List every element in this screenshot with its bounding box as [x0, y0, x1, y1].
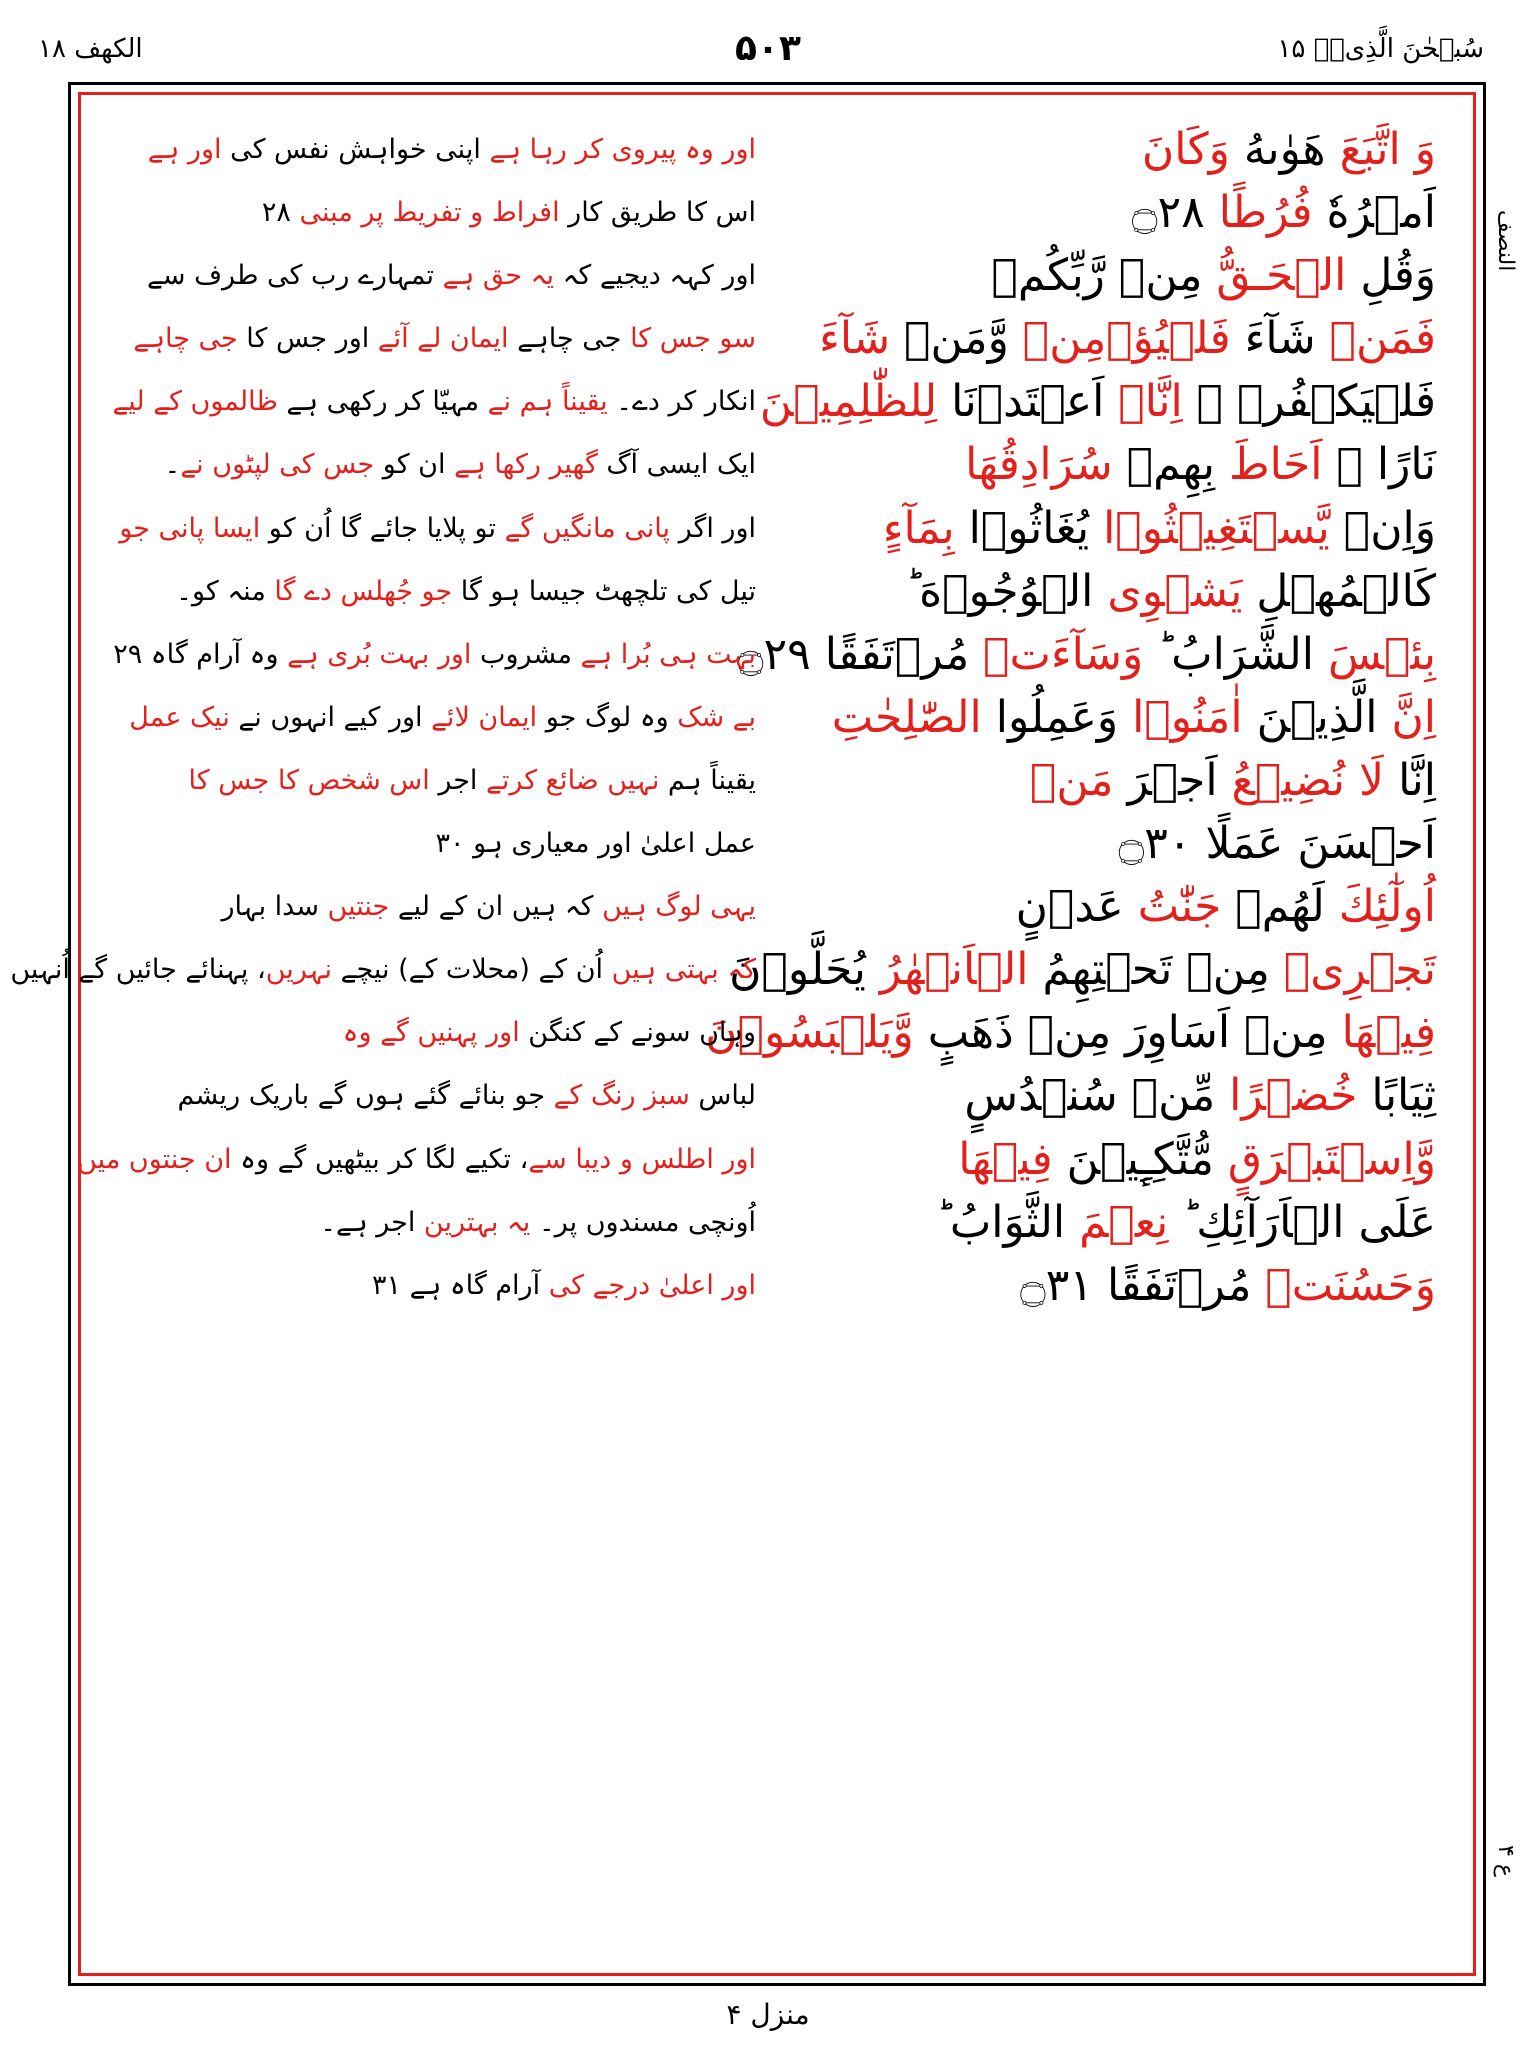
arabic-verse-line — [836, 499, 1436, 559]
urdu-translation-line — [77, 1130, 756, 1190]
arabic-verse-line — [836, 183, 1436, 243]
highlighted-phrase: اور بہت بُری ہے — [287, 638, 472, 670]
urdu-translation-line — [86, 751, 756, 811]
arabic-verse-line — [836, 814, 1436, 874]
highlighted-phrase: ایسا پانی جو — [119, 512, 261, 544]
highlighted-phrase: لِلظّٰلِمِيۡنَ — [759, 376, 938, 428]
urdu-translation-line — [86, 499, 756, 559]
text-phrase: اور اگر — [670, 512, 756, 544]
highlighted-phrase: فَمَنۡ — [1329, 313, 1436, 365]
highlighted-phrase: فُرُطًا — [1218, 187, 1313, 239]
text-phrase: مُّتَّكِـِٕيۡنَ — [1052, 1133, 1228, 1185]
text-phrase: اِنَّا — [1384, 754, 1436, 806]
margin-note-top: النصف — [1493, 210, 1518, 272]
highlighted-phrase: اِنَّ — [1391, 691, 1436, 743]
text-phrase: ۔ — [164, 449, 181, 481]
text-phrase: مِنۡ اَسَاوِرَ مِنۡ ذَهَبٍ — [913, 1007, 1342, 1059]
highlighted-phrase: یہ بہترین — [423, 1206, 531, 1238]
text-phrase: الَّذِيۡنَ — [1242, 691, 1392, 743]
text-phrase: منہ کو۔ — [176, 575, 275, 607]
highlighted-phrase: بے شک — [677, 701, 756, 733]
text-phrase: مہیّا کر رکھی ہے — [277, 386, 488, 418]
text-phrase: شَآءَ — [1230, 313, 1330, 365]
urdu-translation-line — [86, 562, 756, 622]
text-phrase: مُرۡتَفَقًا ۝۳۱ — [1019, 1259, 1266, 1311]
text-phrase: ایک ایسی آگ — [597, 449, 756, 481]
text-phrase: یقیناً ہم — [659, 764, 756, 796]
highlighted-phrase: اور ہے — [147, 134, 222, 165]
text-phrase: فَلۡيَكۡفُرۡ ۚ — [1182, 376, 1436, 428]
text-phrase: اجر ہے۔ — [320, 1206, 424, 1238]
highlighted-phrase: وَّيَلۡبَسُوۡنَ — [705, 1007, 914, 1059]
text-phrase: وَّمَنۡ — [890, 313, 1023, 365]
highlighted-phrase: لَا نُضِيۡعُ — [1231, 754, 1385, 806]
highlighted-phrase: سو جس کا — [630, 323, 756, 355]
highlighted-phrase: ان جنتوں میں — [77, 1143, 232, 1175]
highlighted-phrase: وَحَسُنَتۡ — [1265, 1259, 1436, 1311]
text-phrase: ، تکیے لگا کر بیٹھیں گے وہ — [231, 1143, 529, 1175]
text-phrase: ان کو — [374, 449, 455, 481]
surah-header-right: سُبۡحٰنَ الَّذِیۡۤ ۱۵ — [1277, 34, 1484, 64]
highlighted-phrase: نہیں ضائع کرتے — [486, 764, 660, 796]
text-phrase: عمل اعلیٰ اور معیاری ہو ۳۰ — [435, 828, 756, 860]
highlighted-phrase: اور اعلیٰ درجے کی — [548, 1269, 756, 1301]
text-phrase: يُحَلَّوۡنَ — [729, 944, 880, 996]
arabic-verse-line — [831, 688, 1436, 748]
highlighted-phrase: نیک عمل — [129, 701, 230, 733]
urdu-translation-line — [86, 120, 756, 180]
highlighted-phrase: اٰمَنُوۡا — [1132, 691, 1243, 743]
highlighted-phrase: يَّسۡتَغِيۡثُوۡا — [1103, 502, 1330, 554]
urdu-translation-line — [86, 1193, 756, 1253]
highlighted-phrase: وَّاِسۡتَبۡرَقٍ — [1227, 1133, 1436, 1185]
highlighted-phrase: خُضۡرًا — [1229, 1070, 1358, 1122]
urdu-translation-line — [86, 814, 756, 874]
highlighted-phrase: بہت ہی بُرا ہے — [580, 638, 756, 670]
highlighted-phrase: وَسَآءَتۡ — [983, 628, 1144, 680]
text-phrase: جی چاہے — [508, 323, 631, 355]
highlighted-phrase: کہ بہتی ہیں — [611, 954, 756, 986]
arabic-verse-line — [836, 246, 1436, 306]
highlighted-phrase: فَلۡيُؤۡمِنۡ — [1022, 313, 1231, 365]
highlighted-phrase: فِيۡهَا — [1341, 1007, 1436, 1059]
text-phrase: انکار کر دے۔ — [607, 386, 756, 418]
arabic-verse-line — [729, 940, 1436, 1000]
arabic-verse-line — [705, 1003, 1436, 1063]
highlighted-phrase: اس شخص کا جس کا — [188, 764, 430, 796]
urdu-translation-line — [86, 246, 756, 306]
highlighted-phrase: نِعۡمَ — [1079, 1196, 1169, 1248]
text-phrase: تیل کی تلچھٹ جیسا ہو گا — [452, 575, 756, 607]
arabic-verse-line — [836, 1130, 1436, 1190]
text-phrase: کہ ہیں ان کے لیے — [389, 891, 603, 923]
surah-header-left: الکھف ۱۸ — [38, 34, 143, 64]
text-phrase: عَلَى الۡاَرَآئِكِ ؕ — [1168, 1196, 1436, 1248]
arabic-verse-line — [836, 877, 1436, 937]
text-phrase: لباس — [689, 1080, 756, 1112]
text-phrase: مِنۡ رَّبِّكُمۡ — [991, 250, 1217, 302]
urdu-translation-line — [86, 183, 756, 243]
text-phrase: كَالۡمُهۡلِ — [1242, 565, 1436, 617]
text-phrase: عَدۡنٍ — [1015, 881, 1138, 933]
text-phrase: آرام گاہ ہے ۳۱ — [372, 1269, 549, 1301]
highlighted-phrase: تَجۡرِىۡ — [1283, 944, 1436, 996]
text-phrase: مُرۡتَفَقًا ۝۲۹ — [737, 628, 984, 680]
highlighted-phrase: ظالموں کے لیے — [112, 386, 278, 418]
highlighted-phrase: بِمَآءٍ — [882, 502, 955, 554]
text-phrase: وہاں سونے کے کنگن — [519, 1017, 756, 1049]
urdu-translation-line — [86, 309, 756, 369]
highlighted-phrase: شَآءَ — [819, 313, 891, 365]
manzil-footer: منزل ۴ — [726, 1998, 810, 2031]
highlighted-phrase: وَ اتَّبَعَ — [1339, 124, 1436, 175]
highlighted-phrase: اُولٰٓئِكَ — [1338, 881, 1436, 933]
text-phrase: اپنی خواہش نفس کی — [221, 134, 490, 165]
text-phrase: اُونچی مسندوں پر۔ — [530, 1206, 756, 1238]
highlighted-phrase: الصّٰلِحٰتِ — [831, 691, 982, 743]
text-phrase: اَحۡسَنَ عَمَلًا ۝۳۰ — [1118, 818, 1436, 870]
text-phrase: ، پہنائے جائیں گے اُنہیں — [10, 954, 266, 986]
highlighted-phrase: سُرَادِقُهَا — [965, 439, 1113, 491]
text-phrase: بِهِمۡ — [1112, 439, 1229, 491]
text-phrase: ۝۲۸ — [1131, 187, 1219, 239]
urdu-translation-line — [86, 372, 756, 432]
arabic-verse-line — [759, 372, 1436, 432]
highlighted-phrase: افراط و تفریط پر مبنی — [299, 197, 560, 229]
arabic-verse-line — [819, 309, 1436, 369]
text-phrase: وَاِنۡ — [1329, 502, 1436, 554]
highlighted-phrase: اَحَاطَ — [1228, 439, 1323, 491]
arabic-verse-line — [836, 751, 1436, 811]
urdu-translation-column — [10, 120, 756, 1319]
arabic-verse-line — [836, 1193, 1436, 1253]
text-phrase: وَعَمِلُوا — [981, 691, 1133, 743]
arabic-verse-line — [836, 1256, 1436, 1316]
highlighted-phrase: جس کی لپٹوں نے — [180, 449, 375, 481]
highlighted-phrase: جی چاہے — [133, 323, 238, 355]
text-phrase: وہ لوگ جو — [537, 701, 678, 733]
highlighted-phrase: پانی مانگیں گے — [504, 512, 670, 544]
text-phrase: اور کیے انہوں نے — [229, 701, 432, 733]
highlighted-phrase: ایمان لے آئے — [377, 323, 509, 355]
highlighted-phrase: جو جُھلس دے گا — [274, 575, 453, 607]
arabic-verse-line — [836, 1066, 1436, 1126]
text-phrase: وَقُلِ — [1346, 250, 1436, 302]
text-phrase: الثَّوَابُ ؕ — [935, 1196, 1080, 1248]
text-phrase: مِّنۡ سُنۡدُسٍ — [964, 1070, 1230, 1122]
text-phrase: اور جس کا — [237, 323, 378, 355]
highlighted-phrase: يَشۡوِى — [1107, 565, 1243, 617]
highlighted-phrase: وَكَانَ — [1141, 124, 1230, 175]
highlighted-phrase: بِئۡسَ — [1327, 628, 1436, 680]
urdu-translation-line — [86, 625, 756, 685]
arabic-verse-line — [836, 562, 1436, 622]
text-phrase: لَهُمۡ — [1221, 881, 1339, 933]
highlighted-phrase: اور وہ پیروی کر رہا ہے — [489, 134, 756, 165]
arabic-verse-line — [737, 625, 1436, 685]
highlighted-phrase: سبز رنگ کے — [553, 1080, 690, 1112]
highlighted-phrase: یہ حق ہے — [442, 260, 554, 292]
highlighted-phrase: گھیر رکھا ہے — [454, 449, 598, 481]
text-phrase: هَوٰىهُ — [1229, 124, 1340, 175]
text-phrase: يُغَاثُوۡا — [954, 502, 1104, 554]
text-phrase: نَارًا ۙ — [1322, 439, 1436, 491]
highlighted-phrase: جَنّٰتُ — [1137, 881, 1222, 933]
urdu-translation-line — [10, 940, 756, 1000]
urdu-translation-line — [86, 877, 756, 937]
urdu-translation-line — [86, 1066, 756, 1126]
margin-note-bottom: ع ۴ — [1493, 1845, 1518, 1877]
highlighted-phrase: اور اطلس و دیبا سے — [528, 1143, 756, 1175]
text-phrase: اس کا طریق کار — [559, 197, 756, 229]
text-phrase: ۲۸ — [261, 197, 300, 229]
text-phrase: تمہارے رب کی طرف سے — [147, 260, 443, 292]
highlighted-phrase: جنتیں — [327, 891, 390, 923]
text-phrase: وہ آرام گاہ ۲۹ — [113, 638, 288, 670]
text-phrase: سدا بہار — [221, 891, 328, 923]
text-phrase: جو بنائے گئے ہوں گے باریک ریشم — [177, 1080, 554, 1112]
highlighted-phrase: الۡاَنۡهٰرُ — [879, 944, 1029, 996]
highlighted-phrase: یقیناً ہم نے — [487, 386, 608, 418]
urdu-translation-line — [86, 1256, 756, 1316]
text-phrase: الۡوُجُوۡهَ ؕ — [905, 565, 1108, 617]
highlighted-phrase: نہریں — [265, 954, 333, 986]
text-phrase: اور کہہ دیجیے کہ — [553, 260, 756, 292]
text-phrase: تو پلایا جائے گا اُن کو — [260, 512, 505, 544]
urdu-translation-line — [86, 688, 756, 748]
text-phrase: اَعۡتَدۡنَا — [937, 376, 1119, 428]
highlighted-phrase: ایمان لائے — [431, 701, 538, 733]
text-phrase: اَجۡرَ — [1113, 754, 1232, 806]
text-phrase: ثِيَابًا — [1357, 1070, 1436, 1122]
urdu-translation-line — [86, 1003, 756, 1063]
urdu-translation-line — [86, 435, 756, 495]
text-phrase: الشَّرَابُ ؕ — [1143, 628, 1328, 680]
text-phrase: اَمۡرُهٗ — [1312, 187, 1436, 239]
text-phrase: مِنۡ تَحۡتِهِمُ — [1028, 944, 1284, 996]
highlighted-phrase: اِنَّاۤ — [1118, 376, 1183, 428]
arabic-verse-line — [836, 435, 1436, 495]
text-phrase: اجر — [429, 764, 487, 796]
text-phrase: اُن کے (محلات کے) نیچے — [332, 954, 612, 986]
page-number: ۵۰۳ — [735, 28, 801, 69]
highlighted-phrase: اور پہنیں گے وہ — [342, 1017, 520, 1049]
highlighted-phrase: یہی لوگ ہیں — [602, 891, 756, 923]
arabic-verse-line — [836, 120, 1436, 180]
highlighted-phrase: الۡحَـقُّ — [1216, 250, 1347, 302]
highlighted-phrase: فِيۡهَا — [958, 1133, 1053, 1185]
highlighted-phrase: مَنۡ — [1029, 754, 1114, 806]
text-phrase: مشروب — [471, 638, 581, 670]
